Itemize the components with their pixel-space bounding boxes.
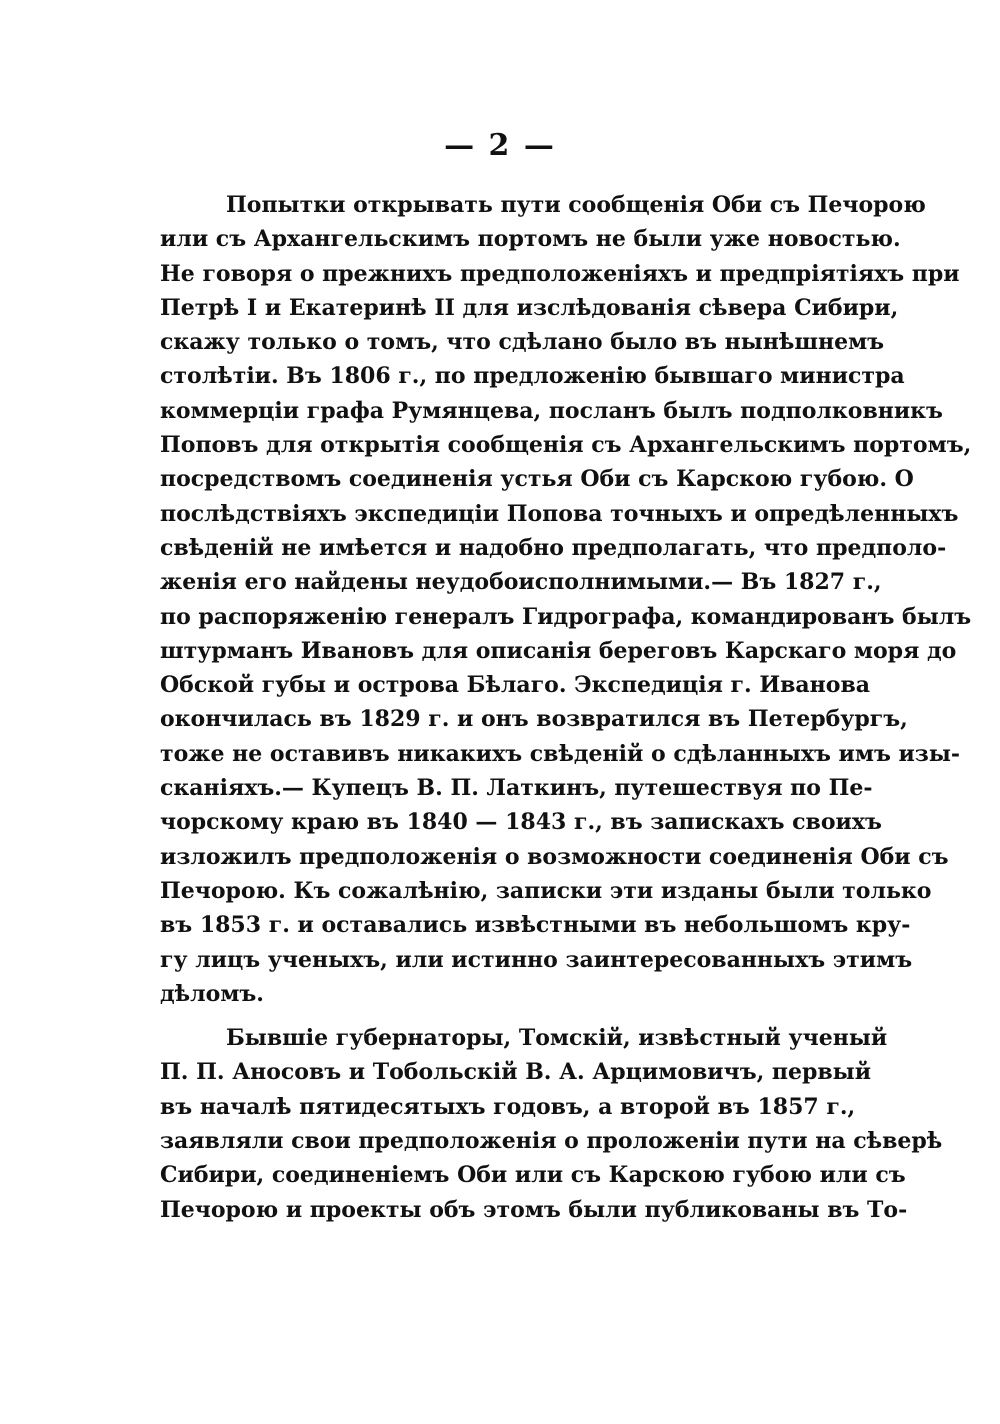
text-line: въ 1853 г. и оставались извѣстными въ небольшомъ кру- xyxy=(160,912,911,939)
text-line: изложилъ предположенія о возможности соединенія Оби съ xyxy=(160,843,949,870)
text-line: Сибири, соединеніемъ Оби или съ Карскою губою или съ xyxy=(160,1162,906,1189)
text-line: столѣтіи. Въ 1806 г., по предложенію бывшаго министра xyxy=(160,363,905,390)
text-line: Поповъ для открытія сообщенія съ Архангельскимъ портомъ, xyxy=(160,432,972,459)
text-line: дѣломъ. xyxy=(160,980,264,1007)
text-line: по распоряженію генералъ Гидрографа, командированъ былъ xyxy=(160,603,972,630)
text-line: скажу только о томъ, что сдѣлано было въ нынѣшнемъ xyxy=(160,329,885,356)
text-line: женія его найдены неудобоисполнимыми.— Въ 1827 г., xyxy=(160,569,882,596)
text-line: коммерціи графа Румянцева, посланъ былъ подполковникъ xyxy=(160,397,943,424)
page-text xyxy=(160,188,972,1227)
text-line: заявляли свои предположенія о проложеніи пути на сѣверѣ xyxy=(160,1128,943,1155)
text-line: свѣденій не имѣется и надобно предполагать, что предполо- xyxy=(160,534,947,561)
text-line: Печорою. Къ сожалѣнію, записки эти изданы были только xyxy=(160,877,932,904)
text-line: или съ Архангельскимъ портомъ не были уже новостью. xyxy=(160,226,901,253)
text-line: послѣдствіяхъ экспедиціи Попова точныхъ и опредѣленныхъ xyxy=(160,500,959,527)
paragraph-2 xyxy=(160,1021,943,1227)
text-line: окончилась въ 1829 г. и онъ возвратился въ Петербургъ, xyxy=(160,706,908,733)
text-line: въ началѣ пятидесятыхъ годовъ, а второй въ 1857 г., xyxy=(160,1093,856,1120)
paragraph-1 xyxy=(160,188,972,1011)
text-line: Не говоря о прежнихъ предположеніяхъ и предпріятіяхъ при xyxy=(160,260,960,287)
text-line: посредствомъ соединенія устья Оби съ Карскою губою. О xyxy=(160,466,914,493)
text-line: П. П. Аносовъ и Тобольскій В. А. Арцимовичъ, первый xyxy=(160,1059,872,1086)
page-number: — 2 — xyxy=(444,128,556,163)
text-line: чорскому краю въ 1840 — 1843 г., въ запискахъ своихъ xyxy=(160,809,882,836)
text-line: Печорою и проекты объ этомъ были публикованы въ То- xyxy=(160,1196,908,1223)
text-line: тоже не оставивъ никакихъ свѣденій о сдѣланныхъ имъ изы- xyxy=(160,740,961,767)
text-line: штурманъ Ивановъ для описанія береговъ Карскаго моря до xyxy=(160,637,957,664)
paragraph-gap xyxy=(160,1011,855,1021)
text-line: Бывшіе губернаторы, Томскій, извѣстный ученый xyxy=(226,1025,888,1052)
text-line: Петрѣ I и Екатеринѣ II для изслѣдованія сѣвера Сибири, xyxy=(160,294,899,321)
text-line: Обской губы и острова Бѣлаго. Экспедиція г. Иванова xyxy=(160,672,870,699)
text-line: сканіяхъ.— Купецъ В. П. Латкинъ, путешествуя по Пе- xyxy=(160,775,873,802)
text-line: Попытки открывать пути сообщенія Оби съ Печорою xyxy=(226,192,926,218)
text-line: гу лицъ ученыхъ, или истинно заинтересованныхъ этимъ xyxy=(160,946,913,973)
